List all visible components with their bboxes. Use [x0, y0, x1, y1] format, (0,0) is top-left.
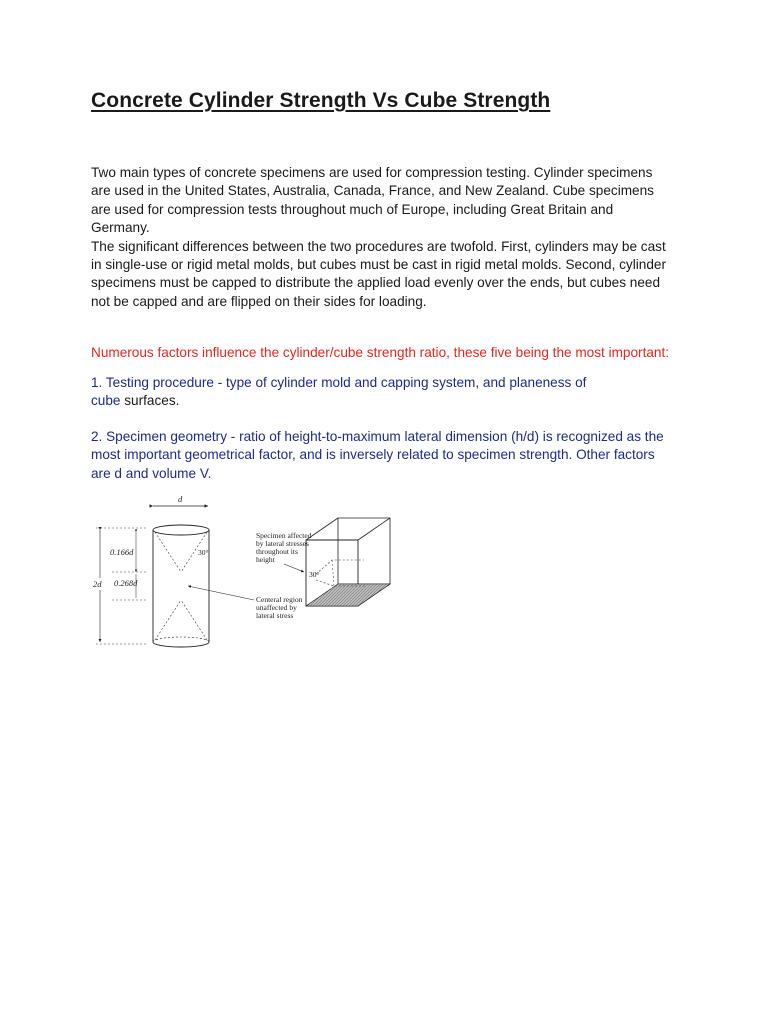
lower-cone-left [155, 600, 181, 640]
cylinder-cube-stress-figure [88, 492, 398, 652]
differences-line: in single-use or rigid metal molds, but cubes must be cast in rigid metal molds. Second, cylinder [91, 257, 666, 273]
lower-dim-label: 0.268d [114, 578, 138, 588]
central-region-callout: Centeral region unaffected by lateral stress [256, 595, 303, 620]
intro-line: are used for compression tests throughout much of Europe, including Great Britain and [91, 201, 614, 217]
intro-paragraph [91, 164, 691, 311]
factor-1-surfaces-word: surfaces. [120, 393, 180, 409]
differences-line: specimens must be capped to distribute the applied load evenly over the ends, but cubes need [91, 275, 661, 291]
factor-1-line: 1. Testing procedure - type of cylinder mold and capping system, and planeness of [91, 375, 587, 390]
factors-intro: Numerous factors influence the cylinder/cube strength ratio, these five being the most important: [91, 345, 670, 360]
cube-edge [358, 518, 390, 540]
lower-cone-right [181, 600, 207, 640]
cube-bottom-face [306, 584, 390, 606]
cube-drawing [306, 518, 390, 606]
factor-2-line: are d and volume V. [91, 465, 212, 481]
cube-edge [306, 518, 338, 540]
cube-back-face [338, 518, 390, 584]
lateral-stress-callout: Specimen affected by lateral stresses throughout its height [256, 531, 312, 564]
upper-dim-label: 0.166d [110, 547, 134, 557]
cube-stress-plane [316, 560, 364, 574]
factor-2-line: 2. Specimen geometry - ratio of height-to-maximum lateral dimension (h/d) is recognized as the [91, 429, 664, 444]
differences-line: not be capped and are flipped on their sides for loading. [91, 293, 427, 309]
intro-line: are used in the United States, Australia, Canada, France, and New Zealand. Cube specimens [91, 183, 654, 199]
differences-line: The significant differences between the two procedures are twofold. First, cylinders may be cast [91, 238, 666, 254]
cylinder-drawing [92, 494, 209, 647]
lateral-callout-arrow [284, 564, 304, 572]
intro-line: Two main types of concrete specimens are used for compression testing. Cylinder specimens [91, 165, 653, 180]
cylinder-top-ellipse [153, 525, 209, 535]
height-label: 2d [93, 579, 102, 589]
cylinder-bottom-back [153, 637, 209, 642]
cylinder-bottom-front [153, 642, 209, 647]
intro-line: Germany. [91, 220, 150, 236]
callouts [188, 531, 313, 620]
upper-cone-left [155, 532, 181, 572]
factor-2-paragraph [91, 428, 691, 483]
diameter-label: d [178, 494, 183, 504]
factor-2-line: most important geometrical factor, and is inversely related to specimen strength. Other factors [91, 447, 655, 463]
cube-angle-label: 30° [309, 570, 320, 579]
factor-1-cube-word: cube [91, 393, 121, 409]
factor-1-line [91, 392, 691, 410]
page-title: Concrete Cylinder Strength Vs Cube Strength [91, 89, 551, 112]
cube-stress-plane [332, 560, 334, 586]
central-callout-arrow [188, 586, 254, 600]
cylinder-angle-label: 30° [198, 548, 209, 557]
factor-1-paragraph [91, 374, 691, 411]
